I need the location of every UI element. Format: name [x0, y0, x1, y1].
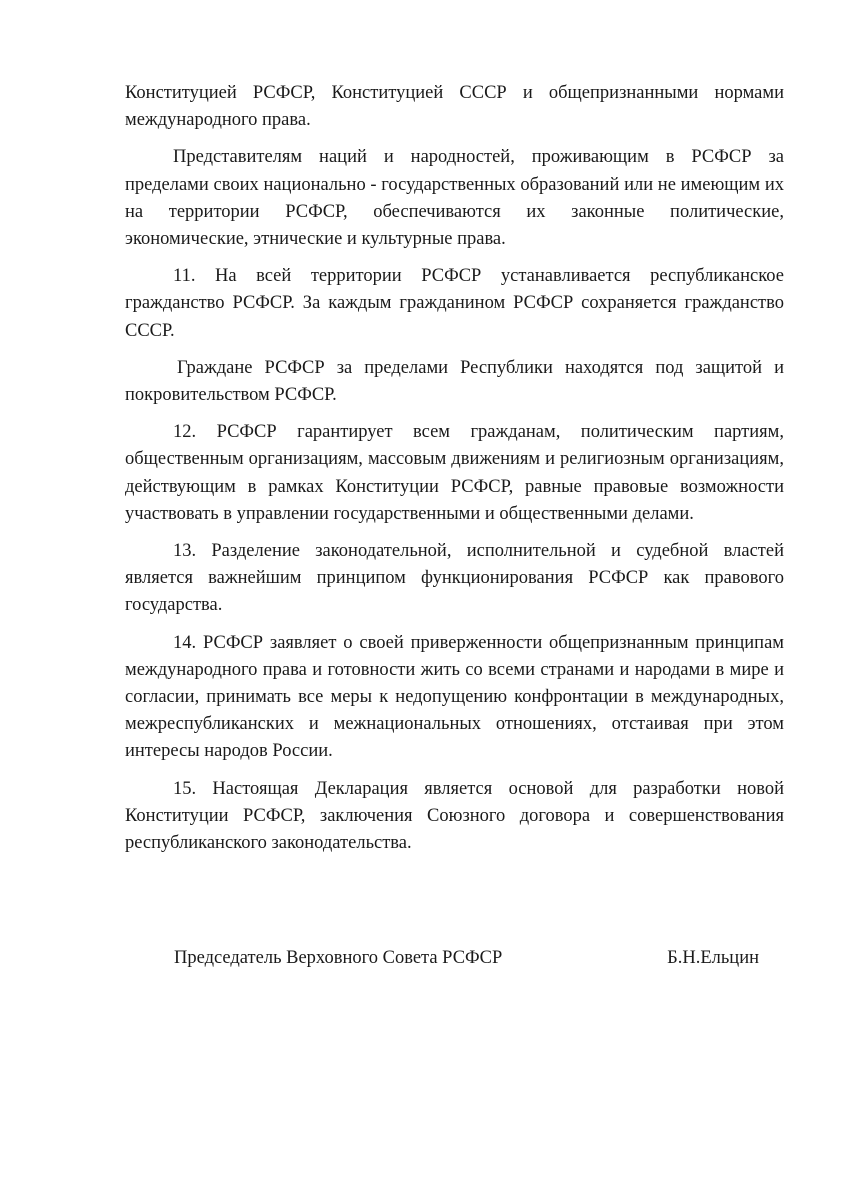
signatory-title: Председатель Верховного Совета РСФСР: [174, 948, 503, 968]
paragraph-article-15: 15. Настоящая Декларация является основой для разработки новой Конституции РСФСР, заключения Союзного договора и совершенствования республиканского законодательства.: [125, 778, 784, 854]
paragraph-article-12: 12. РСФСР гарантирует всем гражданам, политическим партиям, общественным организациям, массовым движениям и религиозным организациям, действующим в рамках Конституции РСФСР, равные правовые возможности участвовать в управлении государственными и общественными делами.: [125, 422, 784, 524]
paragraph-citizens-abroad: Граждане РСФСР за пределами Республики находятся под защитой и покровительством РСФСР.: [125, 357, 784, 406]
paragraph-article-11: 11. На всей территории РСФСР устанавливается республиканское гражданство РСФСР. За каждым гражданином РСФСР сохраняется гражданство СССР.: [125, 266, 784, 341]
document-body: [125, 80, 784, 867]
paragraph-article-13: 13. Разделение законодательной, исполнительной и судебной властей является важнейшим принципом функционирования РСФСР как правового государства.: [125, 541, 784, 616]
paragraph-article-14: 14. РСФСР заявляет о своей приверженности общепризнанным принципам международного права и готовности жить со всеми странами и народами в мире и согласии, принимать все меры к недопущению конфронтации в международных, межреспубликанских и межнациональных отношениях, отстаивая при этом интересы народов России.: [125, 632, 784, 762]
paragraph-continuation: Конституцией РСФСР, Конституцией СССР и общепризнанными нормами международного права.: [125, 83, 784, 131]
signature-block: [174, 945, 759, 972]
paragraph-national-rights: Представителям наций и народностей, проживающим в РСФСР за пределами своих национально - государственных образований или не имеющим их на территории РСФСР, обеспечиваются их законные политические, экономические, этнические и культурные права.: [125, 147, 784, 250]
signatory-name: Б.Н.Ельцин: [667, 948, 759, 968]
